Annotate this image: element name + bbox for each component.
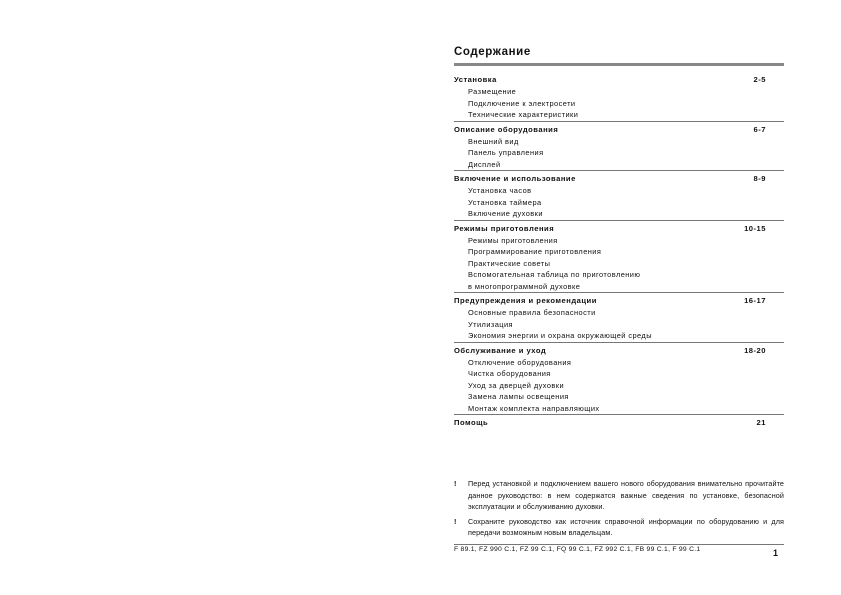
note [454, 516, 784, 539]
toc-item: Внешний вид [468, 136, 519, 146]
note-text: Перед установкой и подключением вашего нового оборудования внимательно прочитайте данное руководство: в нем содержатся важные сведения по установке, безопасной эксплуатации и обслуживанию духовки. [468, 479, 784, 511]
toc-section [454, 66, 784, 121]
section-heading [454, 74, 784, 86]
section-heading [454, 345, 784, 357]
footer-divider [454, 544, 784, 545]
toc-item: Отключение оборудования [468, 357, 572, 367]
toc-section [454, 414, 784, 429]
toc-item: Экономия энергии и охрана окружающей среды [468, 331, 652, 340]
section-title: Описание оборудования [454, 124, 559, 134]
page-title: Содержание [454, 46, 531, 58]
notes [454, 478, 784, 542]
toc-item: Практические советы [468, 258, 551, 268]
section-title: Включение и использование [454, 174, 576, 183]
note [454, 478, 784, 513]
section-title: Режимы приготовления [454, 223, 555, 233]
section-pages: 10-15 [744, 223, 766, 233]
toc-item: Панель управления [468, 148, 544, 157]
toc-item: Режимы приготовления [468, 235, 558, 245]
section-pages: 8-9 [753, 174, 766, 183]
exclamation-icon: ! [454, 516, 457, 526]
toc-section [454, 170, 784, 220]
toc-item: Основные правила безопасности [468, 308, 596, 317]
section-pages: 21 [756, 418, 766, 427]
toc-section [454, 121, 784, 171]
toc-section [454, 342, 784, 415]
exclamation-icon: ! [454, 479, 457, 488]
toc-item: Замена лампы освещения [468, 392, 569, 401]
table-of-contents [454, 44, 784, 429]
toc-sections [454, 66, 784, 429]
toc-item: Уход за дверцей духовки [468, 380, 565, 390]
toc-item: Чистка оборудования [468, 369, 551, 378]
toc-section [454, 220, 784, 293]
section-heading [454, 173, 784, 185]
section-title: Помощь [454, 418, 489, 427]
section-title: Обслуживание и уход [454, 345, 547, 355]
section-heading [454, 417, 784, 429]
toc-item: Включение духовки [468, 209, 543, 218]
toc-item: Монтаж комплекта направляющих [468, 403, 600, 413]
toc-item: Дисплей [468, 159, 501, 169]
section-heading [454, 295, 784, 307]
section-title: Установка [454, 75, 497, 84]
toc-section [454, 292, 784, 342]
section-pages: 2-5 [753, 75, 766, 84]
toc-item: Подключение к электросети [468, 98, 576, 108]
toc-item: в многопрограммной духовке [468, 281, 581, 291]
section-pages: 6-7 [753, 124, 766, 134]
toc-item: Программирование приготовления [468, 247, 602, 256]
section-heading [454, 223, 784, 235]
toc-item: Технические характеристики [468, 110, 579, 119]
toc-item: Утилизация [468, 319, 514, 329]
section-pages: 16-17 [744, 296, 766, 305]
section-title: Предупреждения и рекомендации [454, 296, 597, 305]
section-pages: 18-20 [744, 345, 766, 355]
toc-item: Установка таймера [468, 197, 542, 207]
page-number: 1 [773, 548, 779, 558]
note-text: Сохраните руководство как источник справочной информации по оборудованию и для передачи возможным новым владельцам. [468, 516, 784, 537]
toc-item: Размещение [468, 87, 517, 96]
toc-item: Установка часов [468, 186, 532, 195]
footer-models: F 89.1, FZ 990 C.1, FZ 99 C.1, FQ 99 C.1, FZ 992 C.1, FB 99 C.1, F 99 C.1 [454, 546, 701, 553]
section-heading [454, 124, 784, 136]
toc-item: Вспомогательная таблица по приготовлению [468, 270, 641, 279]
